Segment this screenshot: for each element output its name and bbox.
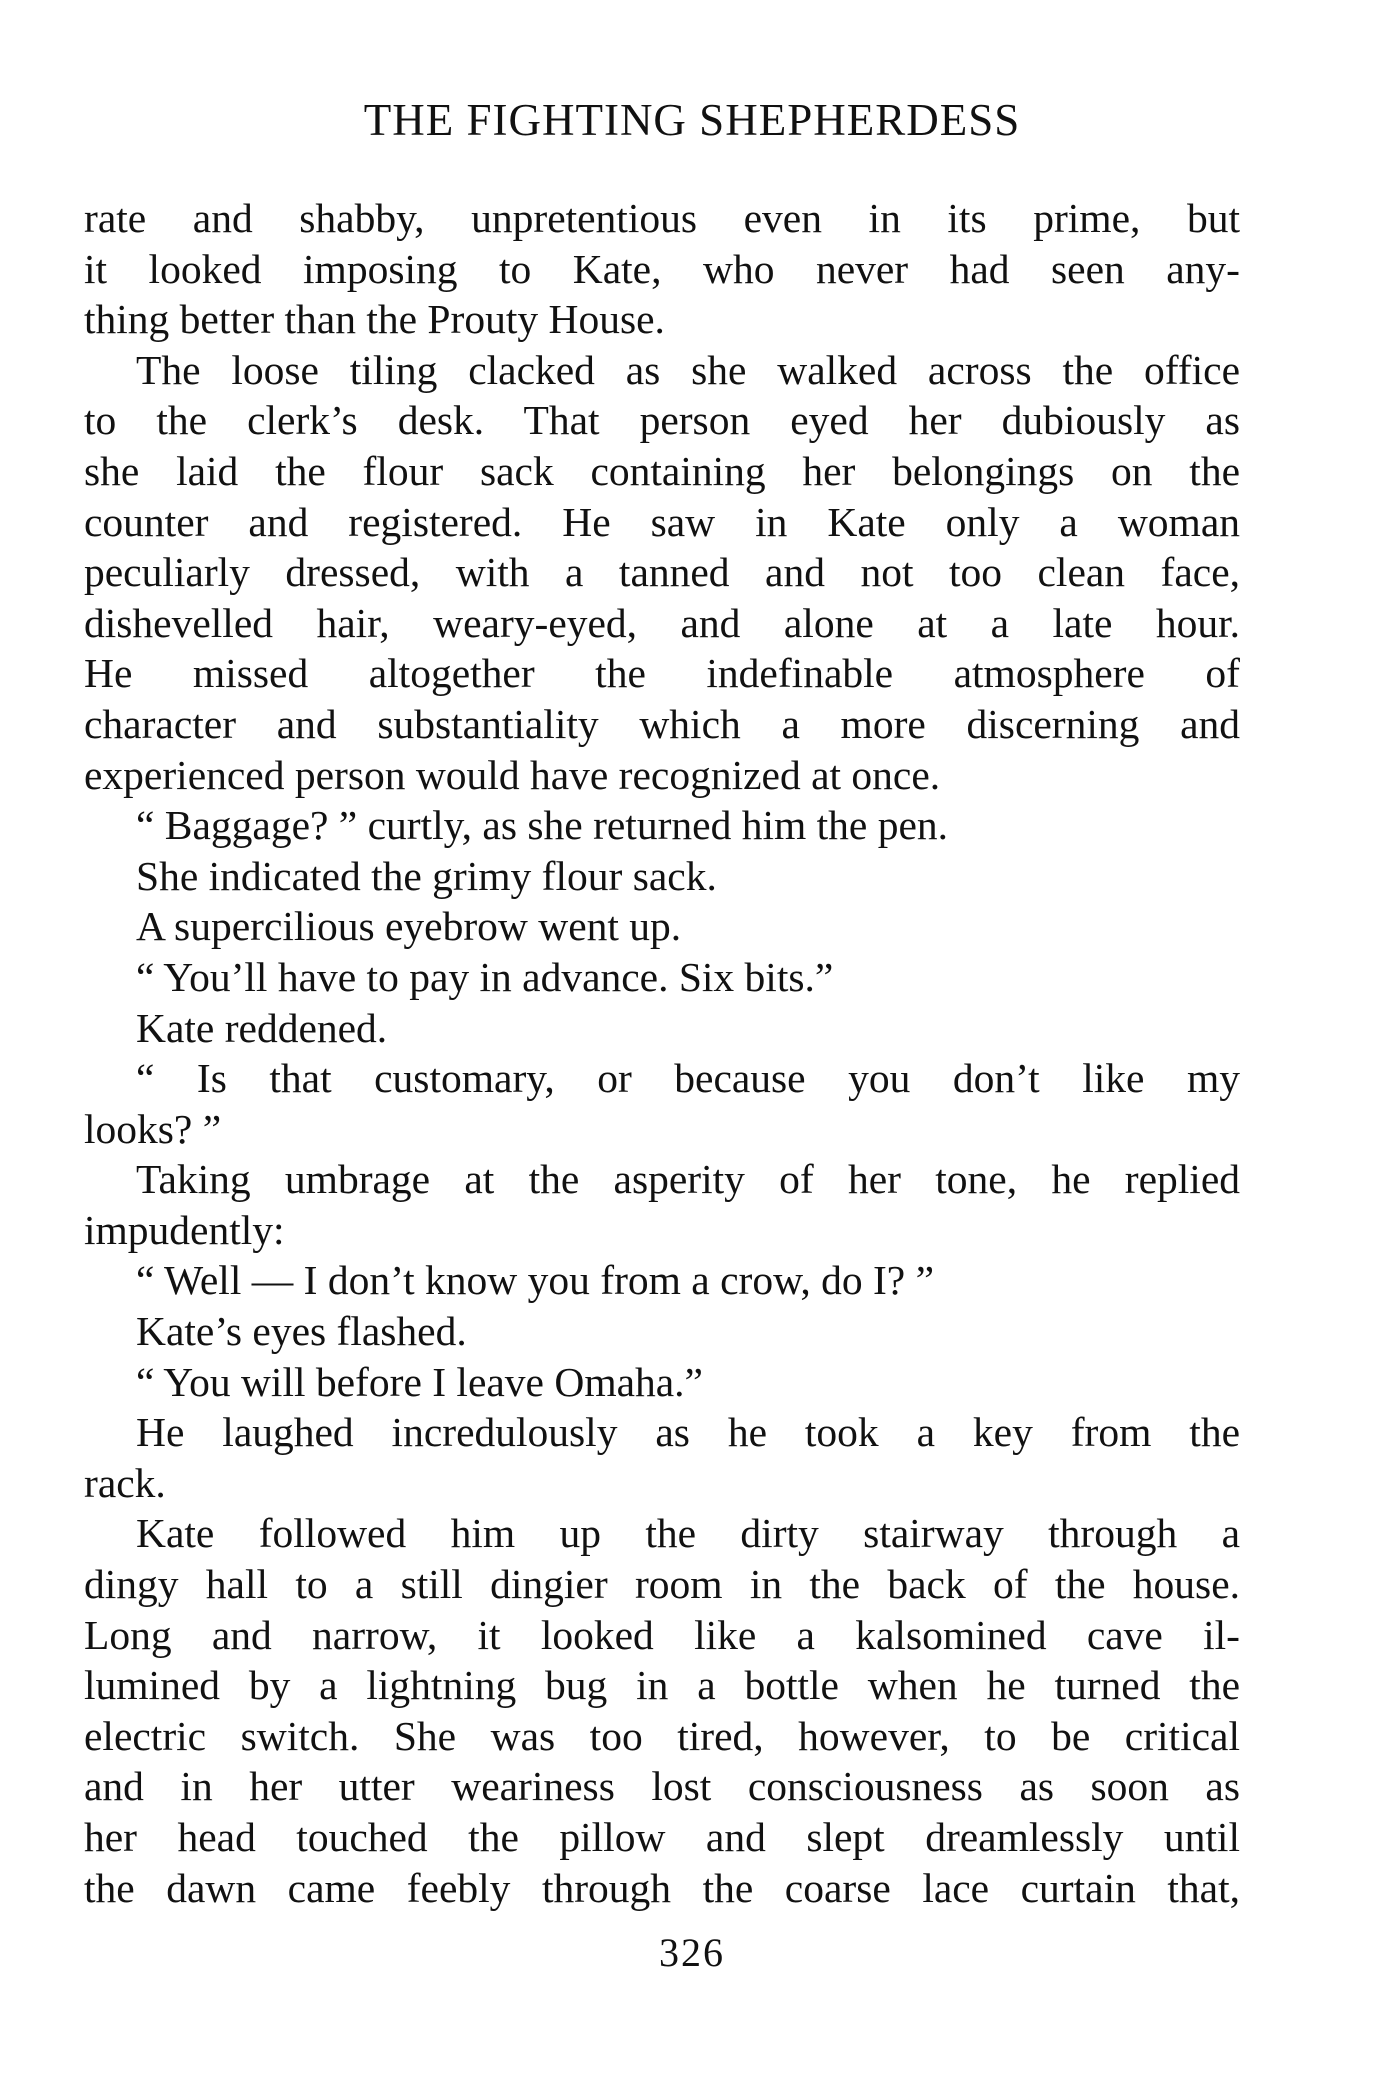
text-line: experienced person would have recognized at once. (84, 751, 941, 798)
text-line: the dawn came feebly through the coarse lace curtain that, (84, 1864, 1240, 1911)
text-line: looks? ” (84, 1105, 222, 1152)
text-line: He laughed incredulously as he took a key from the (136, 1409, 1240, 1456)
text-line: “ Baggage? ” curtly, as she returned him the pen. (136, 802, 949, 849)
text-line: electric switch. She was too tired, however, to be critical (84, 1712, 1240, 1759)
text-line: counter and registered. He saw in Kate only a woman (84, 498, 1240, 545)
text-line: She indicated the grimy flour sack. (136, 852, 717, 899)
text-line: “ You’ll have to pay in advance. Six bits.” (136, 953, 834, 1000)
text-line: A supercilious eyebrow went up. (136, 903, 682, 950)
text-line: “ You will before I leave Omaha.” (136, 1358, 703, 1405)
text-line: rack. (84, 1459, 166, 1506)
text-line: Kate followed him up the dirty stairway through a (136, 1510, 1240, 1557)
text-line: her head touched the pillow and slept dreamlessly until (84, 1814, 1240, 1860)
text-line: thing better than the Prouty House. (84, 296, 665, 343)
body-text (84, 193, 1240, 1913)
page-number: 326 (659, 1930, 725, 1975)
text-line: and in her utter weariness lost consciousness as soon as (84, 1763, 1240, 1810)
text-line: “ Well — I don’t know you from a crow, do I? ” (136, 1257, 935, 1304)
text-line: dishevelled hair, weary-eyed, and alone at a late hour. (84, 599, 1240, 646)
text-line: to the clerk’s desk. That person eyed her dubiously as (84, 397, 1240, 444)
text-line: “ Is that customary, or because you don’t like my (136, 1055, 1240, 1102)
text-line: she laid the flour sack containing her belongings on the (84, 447, 1240, 494)
text-line: character and substantiality which a more discerning and (84, 700, 1240, 747)
text-line: The loose tiling clacked as she walked across the office (136, 346, 1240, 393)
text-line: Kate’s eyes flashed. (136, 1308, 467, 1355)
text-line: it looked imposing to Kate, who never had seen any- (84, 245, 1240, 292)
text-line: Long and narrow, it looked like a kalsomined cave il- (84, 1611, 1240, 1658)
text-line: Kate reddened. (136, 1004, 388, 1051)
text-line: lumined by a lightning bug in a bottle when he turned the (84, 1662, 1240, 1709)
text-line: dingy hall to a still dingier room in the back of the house. (84, 1561, 1240, 1608)
text-line: rate and shabby, unpretentious even in its prime, but (84, 195, 1240, 241)
text-line: He missed altogether the indefinable atmosphere of (84, 650, 1240, 697)
text-line: Taking umbrage at the asperity of her tone, he replied (136, 1156, 1240, 1203)
text-line: impudently: (84, 1206, 285, 1253)
text-line: peculiarly dressed, with a tanned and not too clean face, (84, 549, 1240, 596)
running-head: THE FIGHTING SHEPHERDESS (363, 95, 1021, 145)
